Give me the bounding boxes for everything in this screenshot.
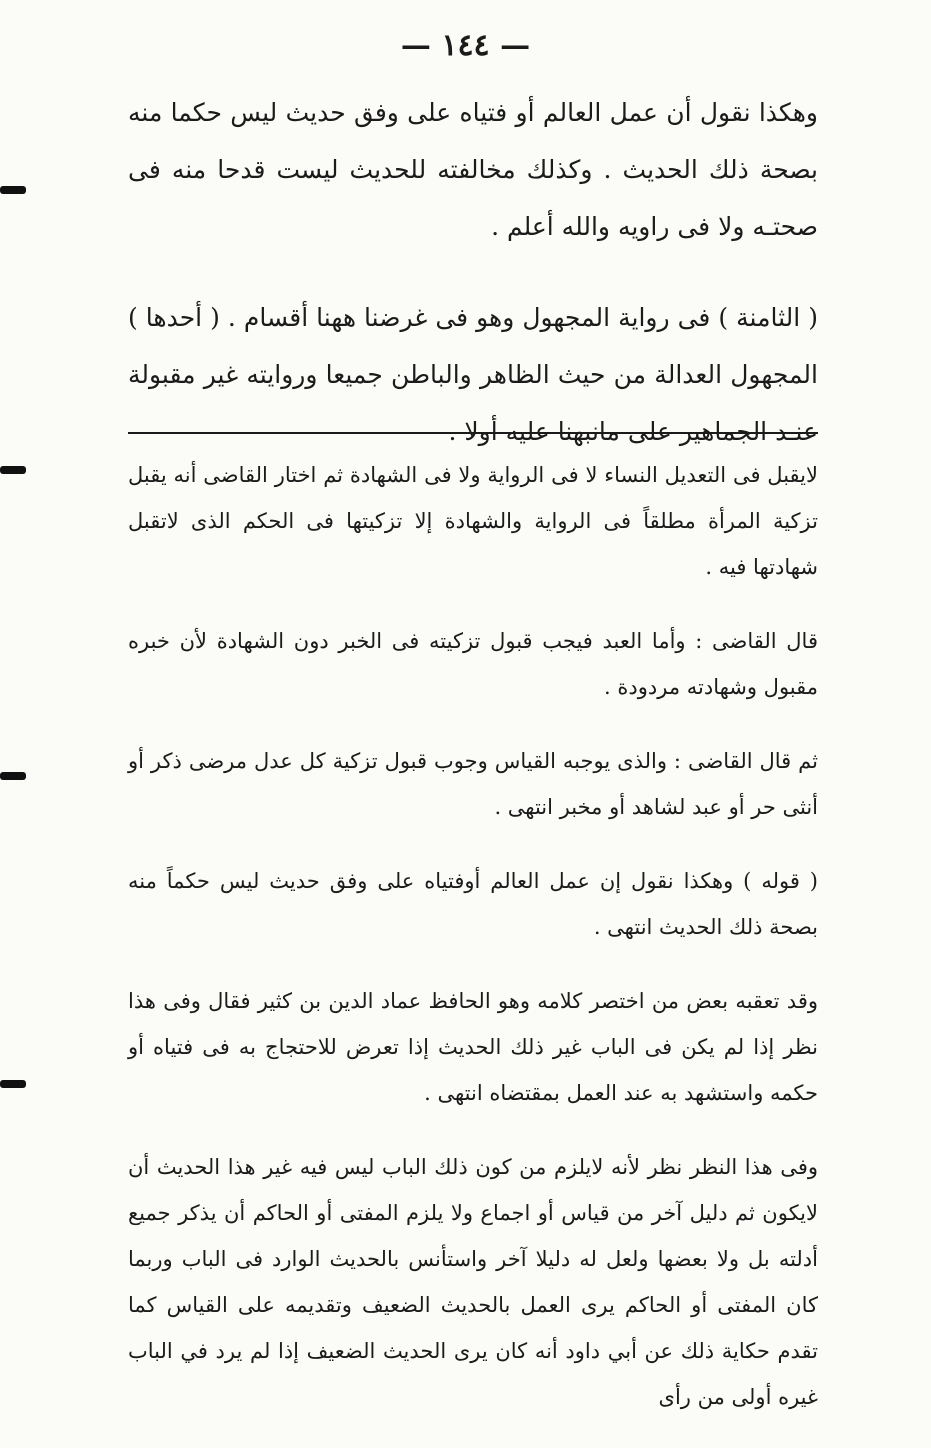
binding-mark	[0, 466, 26, 474]
footnote-paragraph: وقد تعقبه بعض من اختصر كلامه وهو الحافظ عماد الدين بن كثير فقال وفى هذا نظر إذا لم يكن فى الباب غير ذلك الحديث إذا تعرض للاحتجاج به فى فتياه أو حكمه واستشهد به عند العمل بمقتضاه انتهى .	[128, 989, 818, 1105]
footnote-paragraph: لايقبل فى التعديل النساء لا فى الرواية ولا فى الشهادة ثم اختار القاضى أنه يقبل تزكية المرأة مطلقاً فى الرواية والشهادة إلا تزكيتها فى الحكم الذى لاتقبل شهادتها فيه .	[128, 463, 818, 579]
page-number: — ١٤٤ —	[400, 28, 531, 63]
binding-mark	[0, 186, 26, 194]
footnote-paragraph: وفى هذا النظر نظر لأنه لايلزم من كون ذلك الباب ليس فيه غير هذا الحديث أن لايكون ثم دليل آخر من قياس أو اجماع ولا يلزم المفتى أو الحاكم أن يذكر جميع أدلته بل ولا بعضها ولعل له دليلا آخر واستأنس بالحديث الوارد فى الباب وربما كان المفتى أو الحاكم يرى العمل بالحديث الضعيف وتقديمه على القياس كما تقدم حكاية ذلك عن أبي داود أنه كان يرى الحديث الضعيف إذا لم يرد في الباب غيره أولى من رأى	[128, 1155, 818, 1409]
footnote-divider	[128, 432, 818, 434]
footnote-paragraph: قال القاضى : وأما العبد فيجب قبول تزكيته فى الخبر دون الشهادة لأن خبره مقبول وشهادته مردودة .	[128, 629, 818, 699]
main-paragraph: وهكذا نقول أن عمل العالم أو فتياه على وفق حديث ليس حكما منه بصحة ذلك الحديث . وكذلك مخالفته للحديث ليست قدحا منه فى صحتـه ولا فى راويه والله أعلم .	[128, 98, 818, 241]
footnotes	[128, 452, 818, 1448]
binding-mark	[0, 772, 26, 780]
binding-mark	[0, 1080, 26, 1088]
main-paragraph: ( الثامنة ) فى رواية المجهول وهو فى غرضنا ههنا أقسام . ( أحدها ) المجهول العدالة من حيث الظاهر والباطن جميعا وروايته غير مقبولة عنـد الجماهير على مانبهنا عليه أولا .	[128, 303, 818, 446]
footnote-paragraph: ( قوله ) وهكذا نقول إن عمل العالم أوفتياه على وفق حديث ليس حكماً منه بصحة ذلك الحديث انتهى .	[128, 869, 818, 939]
footnote-paragraph: ثم قال القاضى : والذى يوجبه القياس وجوب قبول تزكية كل عدل مرضى ذكر أو أنثى حر أو عبد لشاهد أو مخبر انتهى .	[128, 749, 818, 819]
